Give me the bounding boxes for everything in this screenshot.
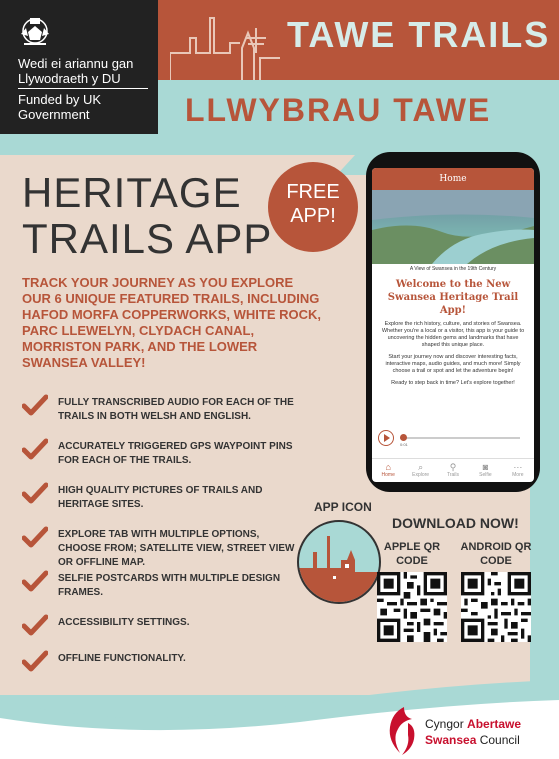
tab-label: Trails (446, 472, 460, 478)
tab-home[interactable] (372, 459, 404, 482)
audio-progress-track[interactable] (400, 437, 520, 439)
feature-text: HIGH QUALITY PICTURES OF TRAILS AND HERITAGE SITES. (58, 485, 263, 510)
app-icon (297, 520, 381, 604)
app-title-welsh: LLWYBRAU TAWE (185, 92, 492, 128)
android-qr-label: ANDROID QR CODE (460, 541, 532, 567)
free-badge-line1: FREE (286, 181, 340, 203)
app-icon-skyline (299, 522, 379, 602)
welcome-paragraph: Start your journey now and discover interesting facts, interactive maps, audio guides, and much more! Simply choose a trail or spot and let the adventure begin! (385, 354, 521, 374)
feature-text: EXPLORE TAB WITH MULTIPLE OPTIONS, CHOOSE FROM; SATELLITE VIEW, STREET VIEW OR OFFLINE MAP. (58, 529, 295, 568)
tab-label: Selfie (479, 472, 492, 478)
apple-download (372, 540, 452, 647)
council-name-english (425, 733, 520, 747)
council-name-welsh (425, 717, 521, 731)
checkmark-icon (22, 526, 48, 548)
app-icon-label: APP ICON (314, 500, 372, 514)
council-welsh-prefix: Cyngor (425, 717, 468, 731)
checkmark-icon (22, 438, 48, 460)
tab-trails[interactable] (437, 459, 469, 482)
tab-explore[interactable] (404, 459, 436, 482)
feature-text: FULLY TRANSCRIBED AUDIO FOR EACH OF THE TRAILS IN BOTH WELSH AND ENGLISH. (58, 397, 294, 422)
phone-screen (372, 168, 534, 482)
camera-icon: ◙ (482, 462, 489, 472)
tab-selfie[interactable] (469, 459, 501, 482)
tab-more[interactable] (502, 459, 534, 482)
tab-label: Home (381, 472, 395, 478)
heading-line1: HERITAGE (22, 169, 242, 216)
welcome-title: Welcome to the New Swansea Heritage Trail App! (387, 279, 519, 316)
download-title: DOWNLOAD NOW! (392, 515, 519, 531)
welcome-paragraph: Explore the rich history, culture, and stories of Swansea. Whether you're a local or a visitor, this app is your guide to uncovering the hidden gems and landmarks that have shaped this unique place. (381, 321, 525, 348)
play-button[interactable] (378, 430, 394, 446)
council-dragon-icon (382, 705, 422, 757)
audio-player (378, 430, 528, 446)
welcome-body (372, 321, 534, 387)
apple-qr-label: APPLE QR CODE (383, 541, 441, 567)
search-icon: ⌕ (418, 462, 424, 472)
feature-item (22, 524, 312, 568)
feature-text: OFFLINE FUNCTIONALITY. (58, 653, 186, 664)
river-illustration (372, 190, 534, 264)
screen-header: Home (372, 168, 534, 190)
apple-qr-code[interactable] (377, 572, 447, 642)
swansea-historic-photo (372, 190, 534, 264)
divider (18, 88, 148, 89)
page-heading (22, 170, 312, 262)
tab-label: More (512, 472, 524, 478)
council-welsh-name: Abertawe (467, 717, 522, 731)
feature-item (22, 392, 312, 436)
pin-icon: ⚲ (449, 462, 457, 472)
audio-progress-handle[interactable] (400, 434, 407, 441)
feature-item (22, 436, 312, 480)
government-funding-block (0, 0, 158, 134)
free-badge-line2: APP! (290, 205, 336, 227)
android-qr-code[interactable] (461, 572, 531, 642)
home-icon: ⌂ (385, 462, 391, 472)
feature-item (22, 480, 312, 524)
council-english-name: Swansea (425, 733, 477, 747)
welcome-paragraph: Ready to step back in time? Let's explore together! (391, 380, 515, 386)
feature-item (22, 568, 312, 612)
photo-caption: A View of Swansea in the 19th Century (409, 266, 497, 272)
funding-text-welsh: Wedi ei ariannu gan Llywodraeth y DU (18, 56, 134, 86)
checkmark-icon (22, 394, 48, 416)
bottom-tab-bar (372, 458, 534, 482)
feature-text: ACCURATELY TRIGGERED GPS WAYPOINT PINS FOR EACH OF THE TRAILS. (58, 441, 293, 466)
funding-text-english: Funded by UK Government (18, 92, 102, 122)
intro-text: TRACK YOUR JOURNEY AS YOU EXPLORE OUR 6 UNIQUE FEATURED TRAILS, INCLUDING HAFOD MORFA COPPERWORKS, WHITE ROCK, PARC LLEWELYN, CLYDACH CANAL, MORRISTON PARK, AND THE LOWER SWANSEA VALLEY! (22, 275, 321, 370)
council-english-suffix: Council (476, 733, 520, 747)
industrial-skyline-illustration (170, 8, 280, 80)
app-title-english: TAWE TRAILS (287, 14, 551, 55)
more-icon: ⋯ (513, 462, 523, 472)
royal-crest-icon (18, 14, 52, 48)
android-download (456, 540, 536, 647)
feature-text: ACCESSIBILITY SETTINGS. (58, 617, 190, 628)
checkmark-icon (22, 570, 48, 592)
checkmark-icon (22, 614, 48, 636)
checkmark-icon (22, 482, 48, 504)
feature-text: SELFIE POSTCARDS WITH MULTIPLE DESIGN FRAMES. (58, 573, 281, 598)
audio-time: 0:01 (400, 442, 408, 447)
swansea-council-logo (380, 705, 555, 757)
heading-line2: TRAILS APP (22, 215, 273, 262)
phone-mockup (366, 152, 540, 492)
tab-label: Explore (412, 472, 430, 478)
